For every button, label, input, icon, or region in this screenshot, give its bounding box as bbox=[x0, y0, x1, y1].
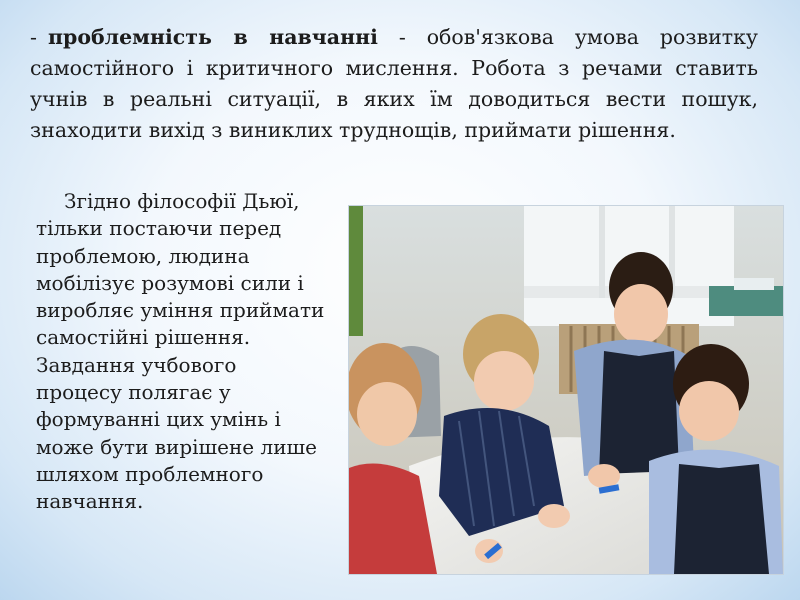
bullet-dash: - bbox=[30, 25, 37, 49]
paragraph-text: - обов'язкова умова розвитку самостійного і критичного мислення. Робота з речами ставить учнів в реальні ситуації, в яких їм доводиться вести пошук, знаходити вихід з виниклих труднощів, приймати рішення. bbox=[30, 25, 758, 142]
children-working-photo bbox=[349, 206, 783, 574]
classroom-photo bbox=[348, 205, 784, 575]
dewey-paragraph bbox=[36, 188, 326, 516]
dewey-text: Згідно філософії Дьюї, тільки постаючи перед проблемою, людина мобілізує розумові сили і виробляє уміння приймати самостійні рішення. Завдання учбового процесу полягає у формуванні цих умінь і може бути вирішене лише шляхом проблемного навчання. bbox=[36, 189, 325, 514]
bold-term: проблемність в навчанні bbox=[48, 25, 378, 49]
problem-learning-paragraph bbox=[30, 22, 758, 146]
